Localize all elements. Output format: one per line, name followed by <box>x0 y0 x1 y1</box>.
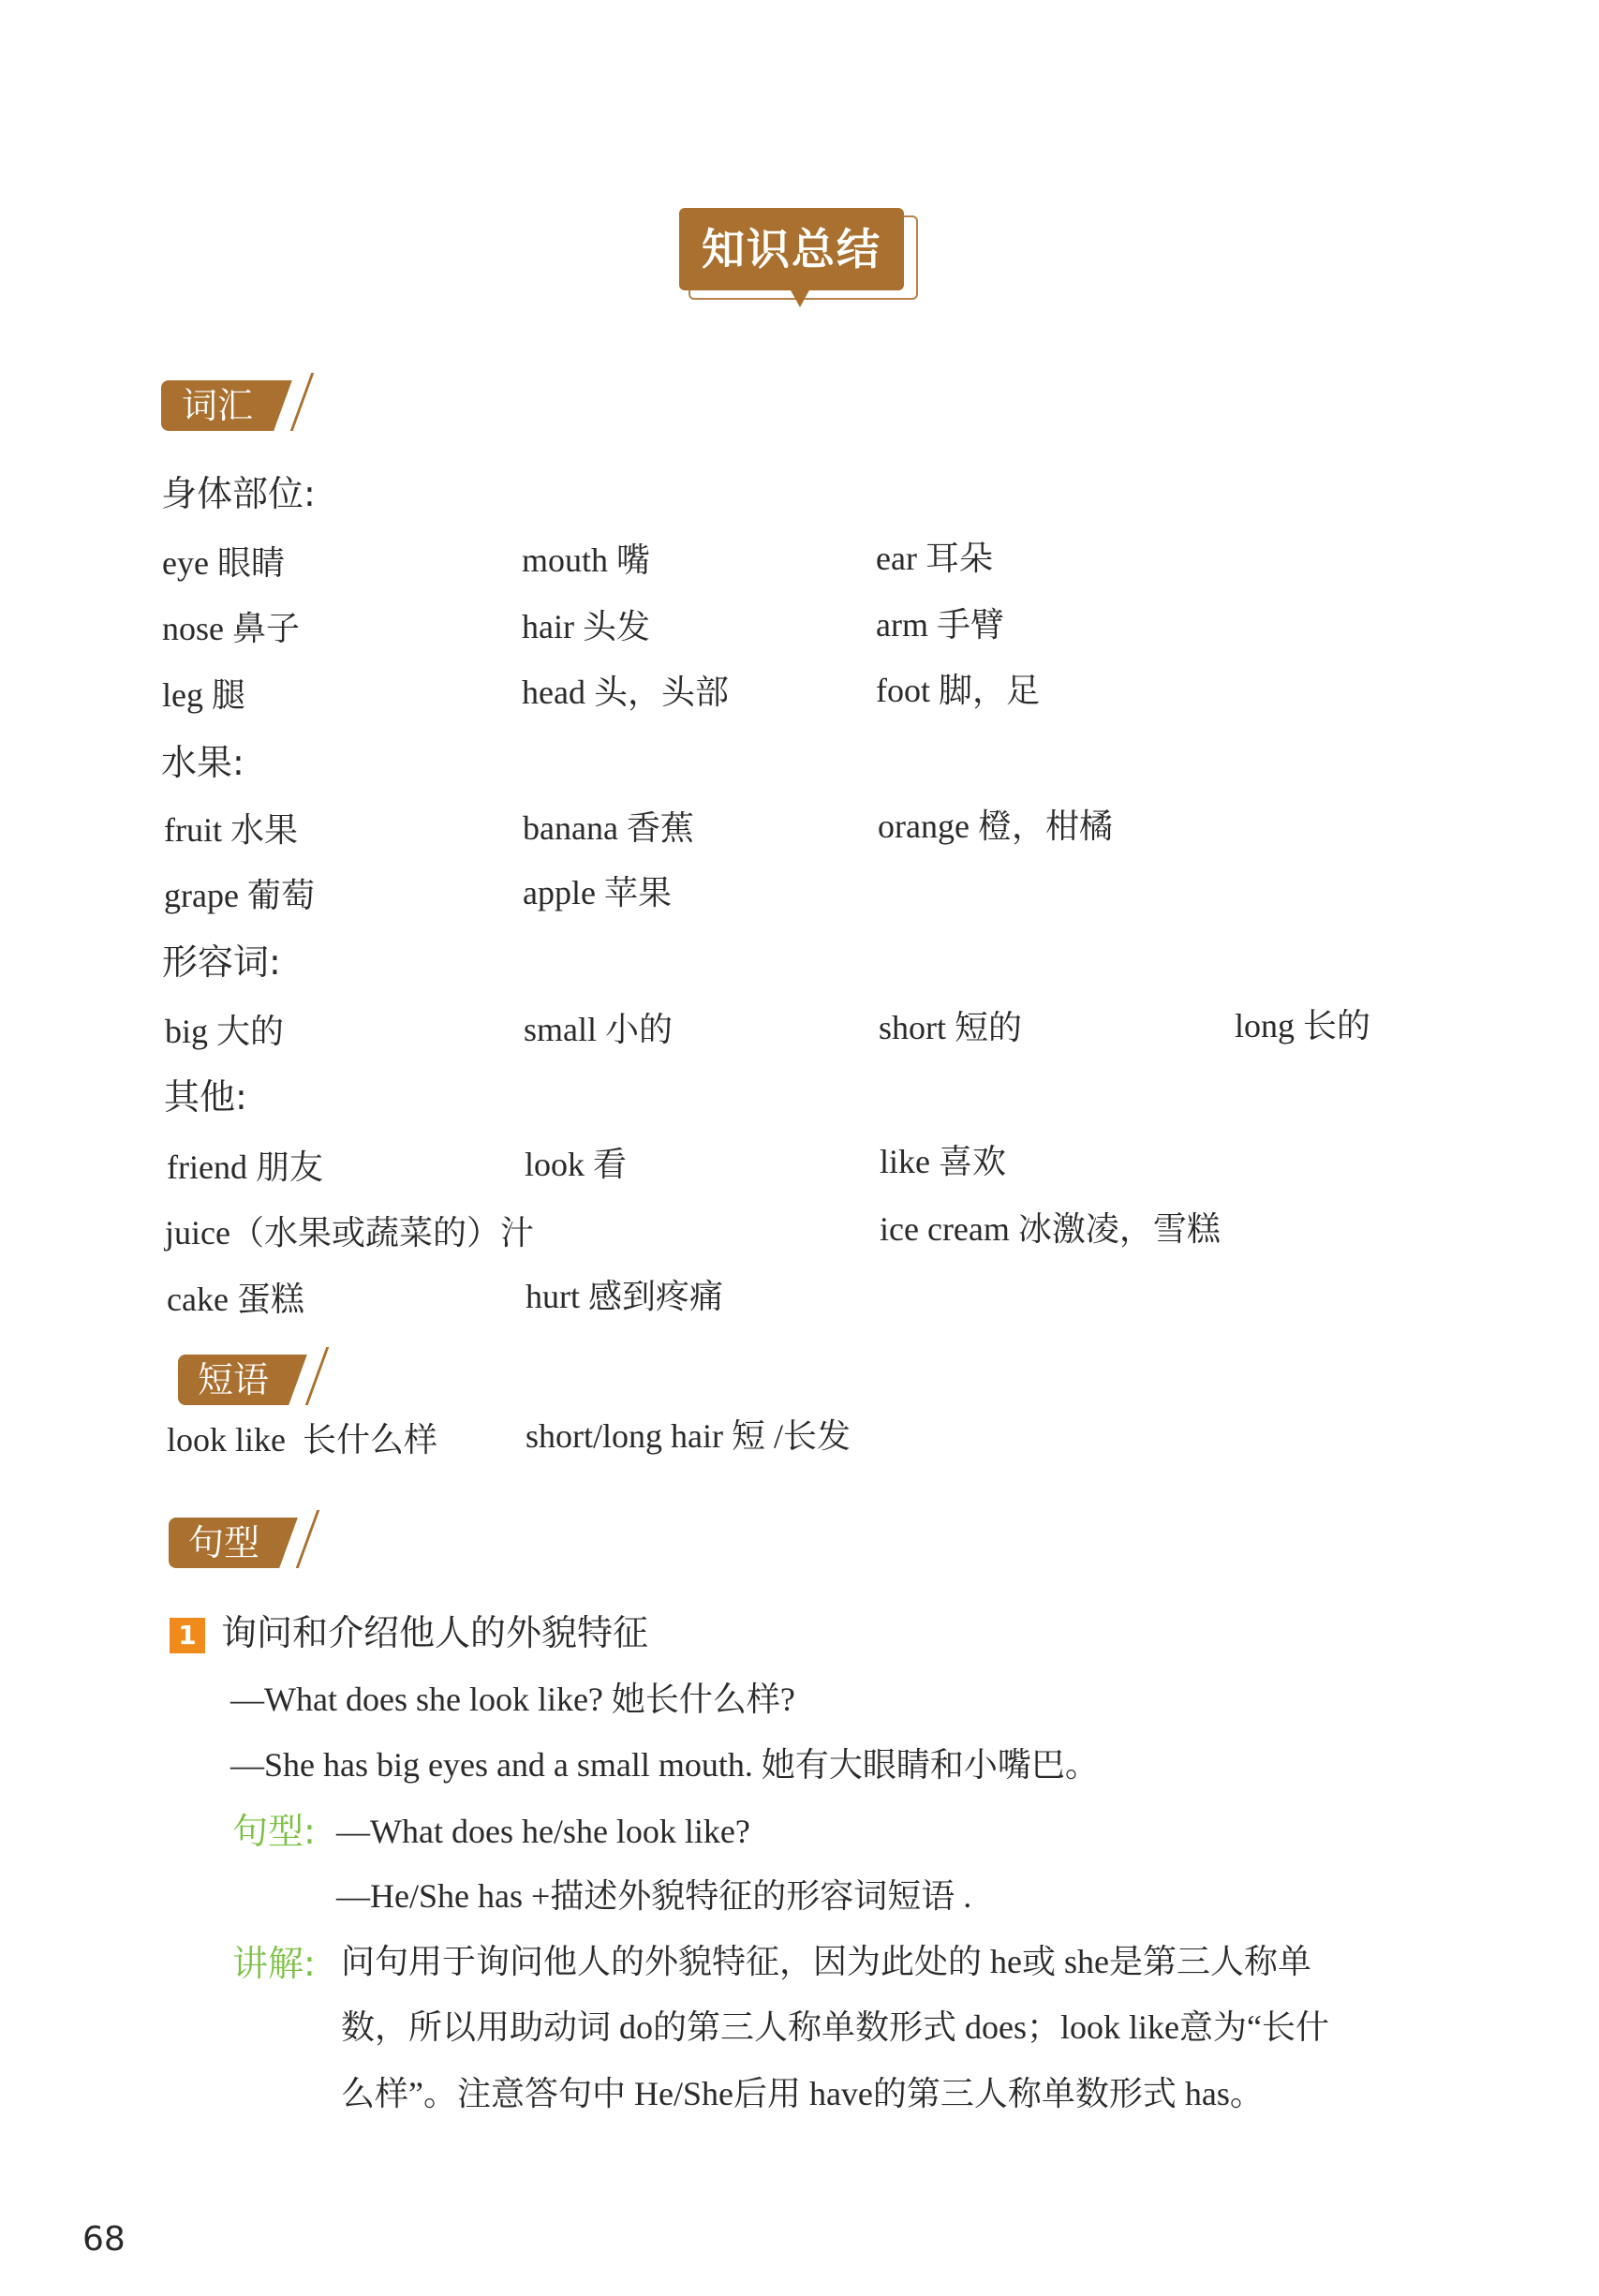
phrase-item: look like 长什么样 <box>167 1421 437 1459</box>
vocab-item: long 长的 <box>1235 1007 1371 1044</box>
vocab-item: friend 朋友 <box>167 1148 323 1186</box>
example-question: —What does she look like? 她长什么样? <box>230 1681 795 1718</box>
category-fruit: 水果: <box>161 742 244 783</box>
vocab-tag-label: 词汇 <box>181 385 253 426</box>
vocab-item: leg 腿 <box>162 676 245 714</box>
page-number: 68 <box>82 2220 126 2259</box>
vocab-item: hurt 感到疼痛 <box>526 1278 723 1315</box>
vocab-item: apple 苹果 <box>523 874 672 911</box>
item-number-badge: 1 <box>170 1618 205 1653</box>
vocab-item: arm 手臂 <box>876 606 1004 644</box>
vocab-item: foot 脚，足 <box>876 672 1040 709</box>
category-body-parts: 身体部位: <box>161 473 316 514</box>
explanation-line: 数，所以用助动词 do的第三人称单数形式 does；look like意为“长什 <box>341 2008 1329 2046</box>
category-adjectives: 形容词: <box>162 941 281 983</box>
sentences-tag <box>169 1510 309 1568</box>
vocab-item: hair 头发 <box>522 608 650 645</box>
explanation-line: 么样”。注意答句中 He/She后用 have的第三人称单数形式 has。 <box>341 2075 1264 2112</box>
category-others: 其他: <box>164 1076 247 1118</box>
vocab-item: cake 蛋糕 <box>167 1281 304 1318</box>
explanation-line: 问句用于询问他人的外貌特征，因为此处的 he或 she是第三人称单 <box>341 1943 1311 1980</box>
title-badge-pointer <box>790 289 810 307</box>
phrases-tag <box>178 1347 318 1405</box>
vocab-item: like 喜欢 <box>880 1143 1006 1180</box>
vocab-item: short 短的 <box>879 1009 1023 1046</box>
vocab-item: nose 鼻子 <box>162 610 300 647</box>
vocab-item: juice（水果或蔬菜的）汁 <box>165 1214 534 1252</box>
vocab-item: ice cream 冰激凌，雪糕 <box>880 1210 1221 1248</box>
sentences-tag-label: 句型 <box>187 1522 259 1563</box>
pattern-label: 句型: <box>232 1811 316 1852</box>
sentence-heading: 询问和介绍他人的外貌特征 <box>221 1612 649 1653</box>
vocab-item: mouth 嘴 <box>522 541 651 579</box>
phrases-tag-label: 短语 <box>197 1359 269 1400</box>
vocab-item: look 看 <box>525 1146 628 1183</box>
vocab-item: small 小的 <box>524 1011 673 1048</box>
phrase-item: short/long hair 短 /长发 <box>526 1417 851 1455</box>
pattern-question: —What does he/she look like? <box>336 1813 750 1850</box>
vocab-tag <box>161 373 302 431</box>
pattern-answer: —He/She has +描述外貌特征的形容词短语 . <box>336 1877 972 1915</box>
explanation-label: 讲解: <box>232 1943 316 1984</box>
vocab-item: orange 橙，柑橘 <box>878 807 1113 845</box>
vocab-item: grape 葡萄 <box>164 877 315 914</box>
vocab-item: fruit 水果 <box>164 811 298 849</box>
vocab-item: banana 香蕉 <box>523 809 694 847</box>
page-title: 知识总结 <box>702 224 881 274</box>
vocab-item: ear 耳朵 <box>876 540 993 577</box>
vocab-item: head 头，头部 <box>522 674 729 711</box>
section-title-badge <box>679 208 918 311</box>
vocab-item: eye 眼睛 <box>162 544 285 582</box>
vocab-item: big 大的 <box>165 1013 285 1050</box>
example-answer: —She has big eyes and a small mouth. 她有大眼睛和小嘴巴。 <box>230 1746 1099 1784</box>
